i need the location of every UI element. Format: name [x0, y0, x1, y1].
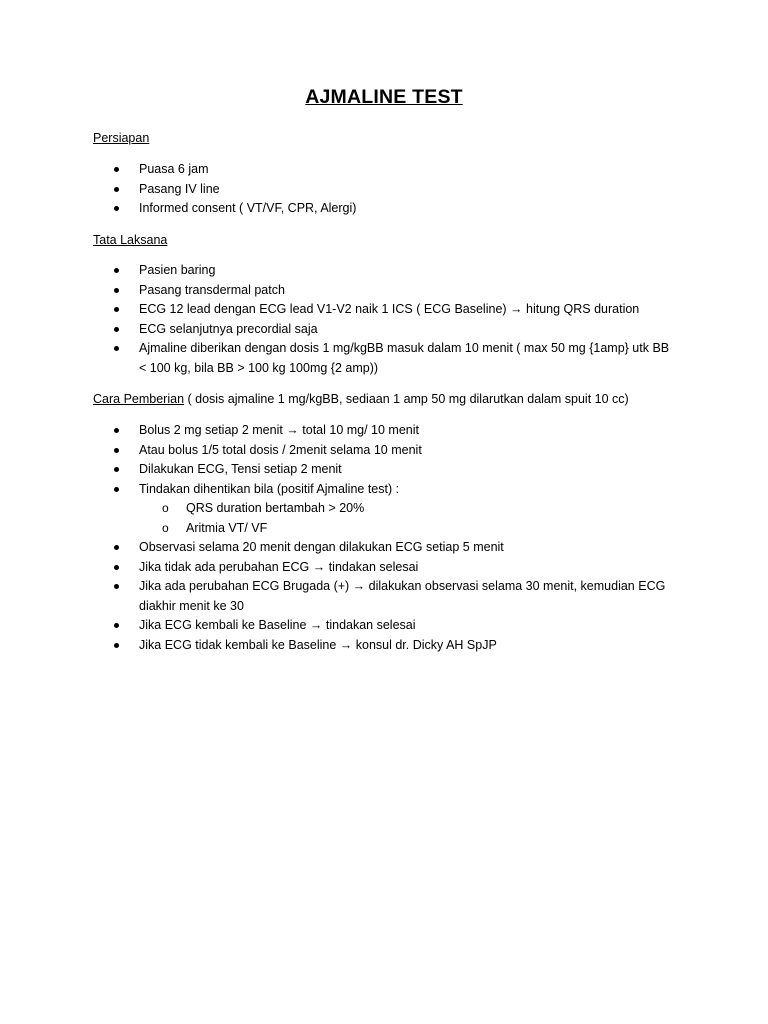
- persiapan-heading-text: Persiapan: [93, 131, 150, 145]
- stop-criteria-sublist: [139, 499, 679, 538]
- list-item: Puasa 6 jam: [0, 160, 356, 180]
- persiapan-list: [0, 160, 356, 219]
- bullet-icon: [114, 487, 119, 492]
- bullet-icon: [114, 623, 119, 628]
- list-item: Ajmaline diberikan dengan dosis 1 mg/kgBB masuk dalam 10 menit ( max 50 mg {1amp} utk BB < 100 kg, bila BB > 100 kg 100mg {2 amp)): [0, 339, 679, 378]
- list-item: Observasi selama 20 menit dengan dilakukan ECG setiap 5 menit: [0, 538, 679, 558]
- tata-laksana-list: [0, 261, 679, 378]
- bullet-icon: [114, 268, 119, 273]
- tata-laksana-heading-text: Tata Laksana: [93, 233, 168, 247]
- cara-pemberian-heading-note: ( dosis ajmaline 1 mg/kgBB, sediaan 1 amp 50 mg dilarutkan dalam spuit 10 cc): [184, 392, 629, 406]
- bullet-icon: [114, 584, 119, 589]
- section-heading-tata-laksana: [93, 231, 167, 250]
- bullet-icon: [114, 206, 119, 211]
- bullet-icon: [114, 167, 119, 172]
- bullet-icon: [114, 307, 119, 312]
- list-item: Informed consent ( VT/VF, CPR, Alergi): [0, 199, 356, 219]
- sub-list-item: o QRS duration bertambah > 20%: [0, 499, 679, 519]
- bullet-icon: [114, 187, 119, 192]
- section-heading-persiapan: [93, 129, 149, 148]
- list-item: Pasang transdermal patch: [0, 281, 679, 301]
- list-item: Jika ada perubahan ECG Brugada (+) → dilakukan observasi selama 30 menit, kemudian ECG diakhir menit ke 30: [0, 577, 679, 616]
- list-item: ECG selanjutnya precordial saja: [0, 320, 679, 340]
- list-item: Jika ECG kembali ke Baseline → tindakan selesai: [0, 616, 679, 636]
- list-item: Tindakan dihentikan bila (positif Ajmaline test) : o QRS duration bertambah > 20% o Aritmia VT/ VF: [0, 480, 679, 539]
- bullet-icon: [114, 545, 119, 550]
- list-item: ECG 12 lead dengan ECG lead V1-V2 naik 1 ICS ( ECG Baseline) → hitung QRS duration: [0, 300, 679, 320]
- bullet-icon: [114, 327, 119, 332]
- bullet-icon: [114, 448, 119, 453]
- list-item: Pasien baring: [0, 261, 679, 281]
- list-item: Jika tidak ada perubahan ECG → tindakan selesai: [0, 558, 679, 578]
- circle-bullet-icon: o: [162, 520, 169, 535]
- sub-list-item: o Aritmia VT/ VF: [0, 519, 679, 539]
- list-item: Bolus 2 mg setiap 2 menit → total 10 mg/ 10 menit: [0, 421, 679, 441]
- bullet-icon: [114, 643, 119, 648]
- bullet-icon: [114, 346, 119, 351]
- list-item: Pasang IV line: [0, 180, 356, 200]
- cara-pemberian-list: [0, 421, 679, 655]
- list-item: Dilakukan ECG, Tensi setiap 2 menit: [0, 460, 679, 480]
- bullet-icon: [114, 467, 119, 472]
- circle-bullet-icon: o: [162, 501, 169, 515]
- document-title: AJMALINE TEST: [305, 86, 463, 108]
- list-item: Jika ECG tidak kembali ke Baseline → konsul dr. Dicky AH SpJP: [0, 636, 679, 656]
- list-item: Atau bolus 1/5 total dosis / 2menit selama 10 menit: [0, 441, 679, 461]
- bullet-icon: [114, 288, 119, 293]
- bullet-icon: [114, 565, 119, 570]
- bullet-icon: [114, 428, 119, 433]
- section-heading-cara-pemberian: [93, 390, 629, 409]
- cara-pemberian-heading-text: Cara Pemberian: [93, 392, 185, 406]
